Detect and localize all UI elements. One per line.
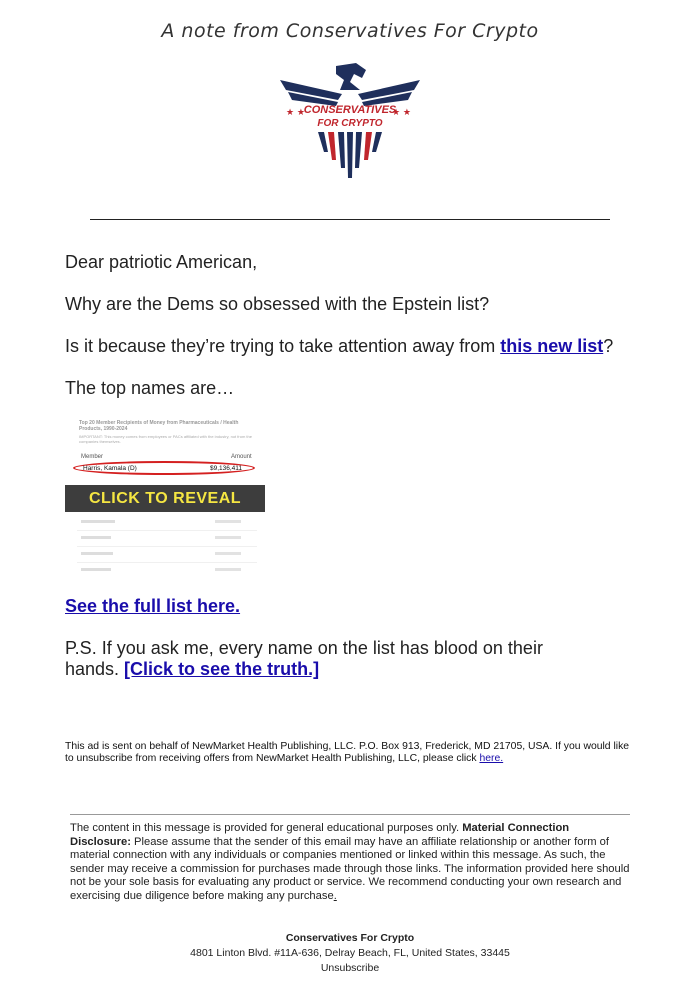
conservatives-for-crypto-logo <box>276 60 424 184</box>
see-the-truth-link[interactable]: [Click to see the truth.] <box>124 659 320 679</box>
disclaimer-divider <box>70 814 630 815</box>
preview-title: Top 20 Member Recipients of Money from Pharmaceuticals / Health Products, 1990-2024 <box>79 420 239 432</box>
disclaimer-end-link[interactable]: . <box>333 889 337 902</box>
unsubscribe-link[interactable]: Unsubscribe <box>320 962 380 974</box>
preview-subtitle: IMPORTANT: This money comes from employees or PACs affiliated with the industry, not from the companies themselves. <box>79 434 252 444</box>
row-divider <box>77 562 257 563</box>
blurred-row-name <box>81 568 111 571</box>
ad-notice <box>65 741 635 765</box>
highlight-amount: $9,136,411 <box>210 465 243 472</box>
disclosure-label: Material Connection Disclosure: <box>70 822 570 848</box>
blurred-row-name <box>81 520 115 523</box>
new-list-line <box>65 336 625 357</box>
greeting: Dear patriotic American, <box>65 252 258 272</box>
blurred-row-amount <box>215 568 241 571</box>
blurred-row-amount <box>215 536 241 539</box>
svg-text:CONSERVATIVES: CONSERVATIVES <box>303 104 397 116</box>
top-names-line: The top names are… <box>65 378 235 398</box>
blurred-row-name <box>81 536 111 539</box>
list-preview-image[interactable] <box>65 412 265 582</box>
disclaimer-intro: The content in this message is provided for general educational purposes only. <box>70 822 463 834</box>
blurred-row-amount <box>215 552 241 555</box>
svg-text:★ ★: ★ ★ <box>286 108 305 118</box>
row-divider <box>77 530 257 531</box>
header-divider <box>90 219 610 220</box>
ad-notice-text: This ad is sent on behalf of NewMarket Health Publishing, LLC. P.O. Box 913, Frederick, MD 21705, USA. If you would like to unsubscribe from receiving offers from NewMarket Health Publishing, LLC, please click <box>65 741 630 764</box>
row-divider <box>77 546 257 547</box>
unsubscribe-here-link[interactable]: here. <box>479 753 504 764</box>
new-list-line-end: ? <box>603 336 614 356</box>
click-to-reveal-button[interactable]: CLICK TO REVEAL <box>65 485 265 512</box>
new-list-line-text: Is it because they’re trying to take attention away from <box>65 336 501 356</box>
eagle-logo-icon <box>276 60 424 184</box>
preview-column-member: Member <box>81 454 104 460</box>
disclaimer-block <box>70 822 630 903</box>
disclaimer-text: Please assume that the sender of this email may have an affiliate relationship or another form of material connection with any individuals or companies mentioned or linked within this message. As such, the sender may receive a commission for purchases made through those links. The information provided here should not be your sole basis for evaluating any product or service. We recommend conducting your own research and exercising due diligence before making any purchase <box>70 835 630 902</box>
highlight-name: Harris, Kamala (D) <box>83 465 137 472</box>
svg-text:★ ★: ★ ★ <box>392 108 411 118</box>
footer-unsubscribe <box>0 962 700 974</box>
blurred-row-name <box>81 552 113 555</box>
footer-org: Conservatives For Crypto <box>285 932 415 944</box>
ps-text: P.S. If you ask me, every name on the list has blood on their hands. <box>65 638 543 679</box>
see-full-list-link[interactable]: See the full list here. <box>65 596 241 616</box>
footer-address: 4801 Linton Blvd. #11A-636, Delray Beach, FL, United States, 33445 <box>190 947 510 959</box>
question-line: Why are the Dems so obsessed with the Epstein list? <box>65 294 490 314</box>
ps-paragraph <box>65 638 565 680</box>
this-new-list-link[interactable]: this new list <box>500 336 604 356</box>
preview-column-amount: Amount <box>231 454 252 460</box>
blurred-row-amount <box>215 520 241 523</box>
svg-text:FOR CRYPTO: FOR CRYPTO <box>317 118 383 129</box>
header-tagline: A note from Conservatives For Crypto <box>161 20 539 42</box>
